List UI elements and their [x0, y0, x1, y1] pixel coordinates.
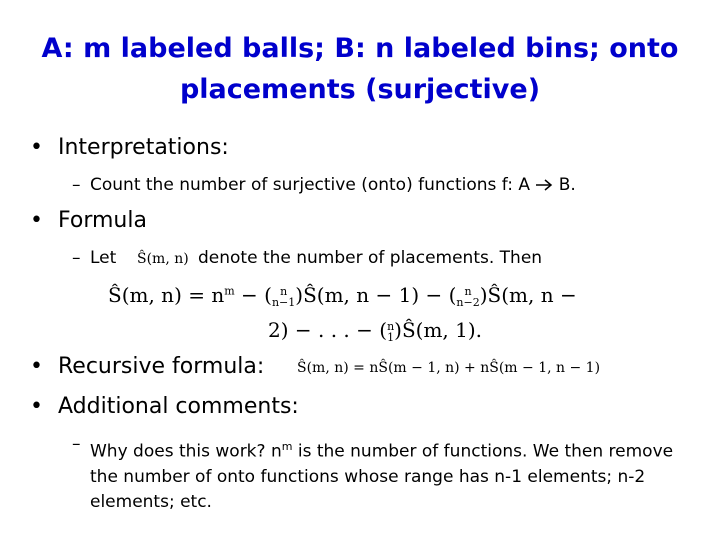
bullet-label: Additional comments: [58, 394, 299, 419]
bullet-dot: • [30, 394, 43, 419]
bullet-dot: • [30, 354, 43, 379]
bullet-dot: • [30, 208, 43, 233]
dash: – [72, 434, 81, 454]
equation-line-2: 2) − . . . − ( n 1 )Ŝ(m, 1). [268, 318, 483, 344]
bullet-label: Recursive formula: [58, 354, 265, 379]
dash: – [72, 175, 81, 195]
bullet-label: Formula [58, 208, 147, 233]
sub-text: Let [90, 248, 117, 268]
title-line-1: A: m labeled balls; B: n labeled bins; onto [41, 33, 679, 64]
sub-text-tail: B. [553, 175, 576, 195]
sub-interpretations [72, 175, 576, 195]
bullet-dot: • [30, 135, 43, 160]
recursive-equation: Ŝ(m, n) = nŜ(m − 1, n) + nŜ(m − 1, n − 1) [297, 360, 601, 376]
bullet-recursive [30, 354, 264, 379]
bullet-label: Interpretations: [58, 135, 229, 160]
bullet-interpretations [30, 135, 229, 160]
dash: – [72, 248, 81, 268]
bullet-additional [30, 394, 299, 419]
equation-line-1: Ŝ(m, $n) = n^m$ − ( n n−1 )Ŝ(m, n − 1) − ( n n−2 )Ŝ(m, n − [108, 283, 577, 309]
sub-formula-post: denote the number of placements. Then [198, 248, 543, 268]
title-line-2: placements (surjective) [179, 74, 541, 105]
binom-2: n n−2 [456, 284, 480, 309]
sub-additional: Why does this work? $n^m$ is the number of functions. We then remove the number of onto functions whose range has n-1 elements; n-2 elements; etc. [90, 440, 674, 512]
bullet-formula [30, 208, 147, 233]
slide-title [0, 28, 720, 110]
binom-1: n n−1 [271, 284, 296, 309]
inline-shat-math: Ŝ(m, n) [137, 251, 189, 267]
binom-3: n 1 [387, 319, 395, 344]
sub-formula [72, 248, 116, 268]
arrow-right-icon [535, 179, 553, 191]
sub-text: Count the number of surjective (onto) functions f: A [90, 175, 536, 195]
